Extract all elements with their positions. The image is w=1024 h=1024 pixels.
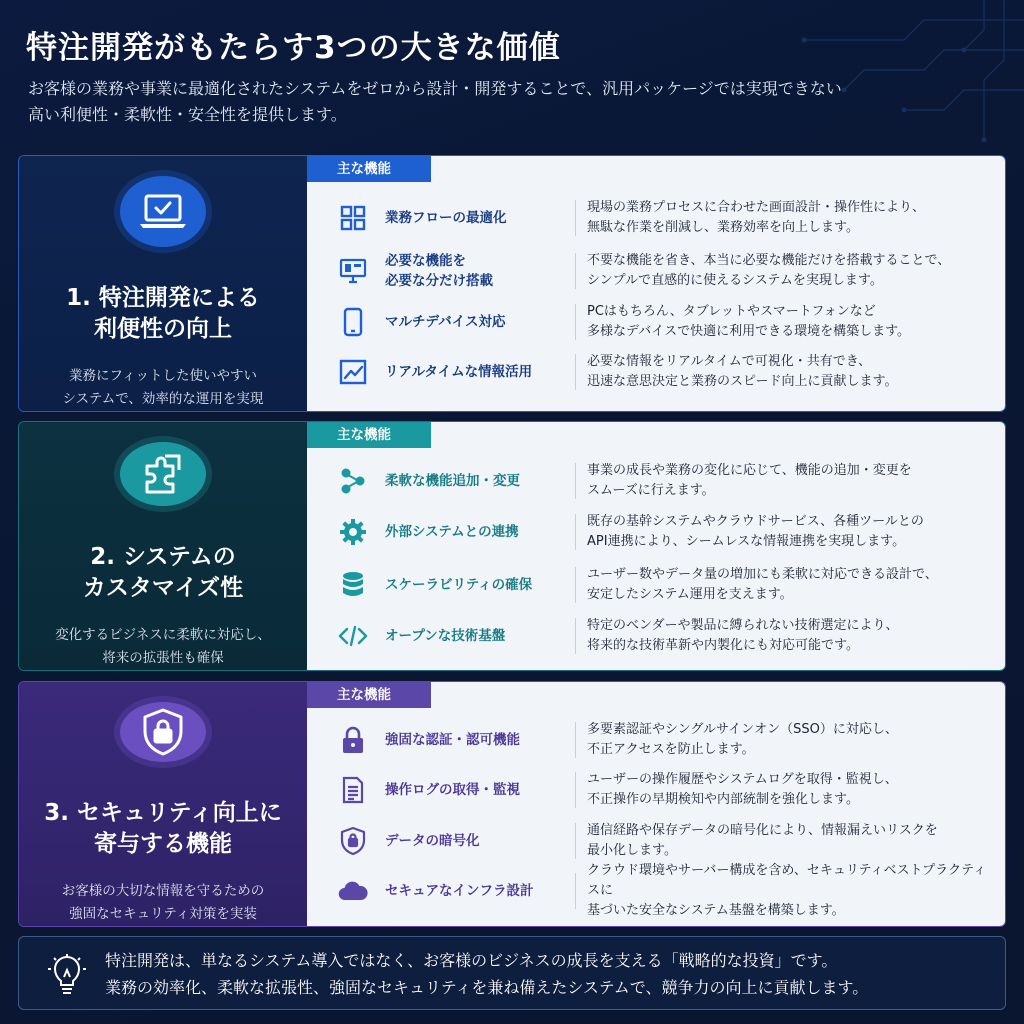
feature-name: リアルタイムな情報活用 — [385, 364, 533, 380]
lock-icon — [337, 724, 369, 756]
feature-item — [307, 865, 1005, 917]
feature-name: 柔軟な機能追加・変更 — [385, 473, 520, 489]
section-title: 1. 特注開発による 利便性の向上 — [66, 285, 260, 342]
footer-text: 特注開発は、単なるシステム導入ではなく、お客様のビジネスの成長を支える「戦略的な投資」です。 業務の効率化、柔軟な拡張性、強固なセキュリティを兼ね備えたシステムで、競争力の向上に貢献します。 — [105, 951, 869, 997]
features-panel — [307, 422, 1005, 670]
gear-icon — [337, 516, 369, 548]
feature-item — [307, 714, 1005, 766]
divider — [575, 200, 576, 236]
database-icon — [337, 569, 369, 601]
feature-item — [307, 815, 1005, 867]
section-summary — [19, 682, 307, 926]
feature-description: 事業の成長や業務の変化に応じて、機能の追加・変更を スムーズに行えます。 — [587, 463, 912, 498]
section-description: 業務にフィットした使いやすい システムで、効率的な運用を実現 — [62, 368, 264, 407]
divider — [575, 722, 576, 758]
feature-item — [307, 296, 1005, 348]
value-section-security — [18, 681, 1006, 927]
feature-item — [307, 610, 1005, 662]
code-icon — [337, 620, 369, 652]
features-panel — [307, 682, 1005, 926]
features-panel — [307, 156, 1005, 411]
feature-description: 通信経路や保存データの暗号化により、情報漏えいリスクを 最小化します。 — [587, 823, 938, 858]
shield-lock-icon — [120, 702, 206, 762]
feature-description: ユーザー数やデータ量の増加にも柔軟に対応できる設計で、 安定したシステム運用を支えます。 — [587, 567, 938, 602]
divider — [575, 514, 576, 550]
feature-description: 特定のベンダーや製品に縛られない技術選定により、 将来的な技術革新や内製化にも対応可能です。 — [587, 618, 899, 653]
puzzle-icon — [120, 442, 206, 506]
feature-item — [307, 245, 1005, 297]
features-tag: 主な機能 — [307, 422, 431, 448]
feature-name: 必要な機能を 必要な分だけ搭載 — [385, 253, 493, 289]
value-section-convenience — [18, 155, 1006, 412]
page-title: 特注開発がもたらす3つの大きな価値 — [26, 30, 561, 66]
feature-name: オープンな技術基盤 — [385, 628, 506, 644]
feature-name: 業務フローの最適化 — [385, 210, 507, 226]
feature-name: 外部システムとの連携 — [385, 524, 519, 540]
feature-description: 既存の基幹システムやクラウドサービス、各種ツールとの API連携により、シームレスな情報連携を実現します。 — [587, 514, 924, 549]
divider — [575, 253, 576, 289]
section-summary — [19, 156, 307, 411]
divider — [575, 354, 576, 390]
page-subtitle: お客様の業務や事業に最適化されたシステムをゼロから設計・開発することで、汎用パッケージでは実現できない 高い利便性・柔軟性・安全性を提供します。 — [28, 79, 842, 124]
divider — [575, 823, 576, 859]
line-chart-icon — [337, 356, 369, 388]
divider — [575, 772, 576, 808]
features-tag: 主な機能 — [307, 682, 431, 708]
divider — [575, 463, 576, 499]
cloud-icon — [337, 875, 369, 907]
feature-description: PCはもちろん、タブレットやスマートフォンなど 多様なデバイスで快適に利用できる環境を構築します。 — [587, 304, 911, 339]
divider — [575, 567, 576, 603]
feature-description: 不要な機能を省き、本当に必要な機能だけを搭載することで、 シンプルで直感的に使えるシステムを実現します。 — [587, 253, 951, 288]
smartphone-icon — [337, 306, 369, 338]
feature-name: データの暗号化 — [385, 833, 480, 849]
feature-name: 操作ログの取得・監視 — [385, 782, 520, 798]
shield-icon — [337, 825, 369, 857]
section-title: 3. セキュリティ向上に 寄与する機能 — [44, 800, 282, 857]
feature-description: 多要素認証やシングルサインオン（SSO）に対応し、 不正アクセスを防止します。 — [587, 722, 898, 757]
document-icon — [337, 774, 369, 806]
feature-item — [307, 506, 1005, 558]
feature-item — [307, 764, 1005, 816]
feature-item — [307, 559, 1005, 611]
feature-description: クラウド環境やサーバー構成を含め、セキュリティベストプラクティスに 基づいた安全なシステム基盤を構築します。 — [587, 863, 987, 918]
feature-name: 強固な認証・認可機能 — [385, 732, 520, 748]
section-description: お客様の大切な情報を守るための 強固なセキュリティ対策を実装 — [61, 883, 265, 922]
feature-description: 現場の業務プロセスに合わせた画面設計・操作性により、 無駄な作業を削減し、業務効率を向上します。 — [587, 200, 926, 235]
divider — [575, 618, 576, 654]
section-summary — [19, 422, 307, 670]
lightbulb-icon — [47, 953, 87, 997]
summary-footer — [18, 936, 1006, 1010]
section-title: 2. システムの カスタマイズ性 — [82, 544, 244, 601]
feature-item — [307, 455, 1005, 507]
divider — [575, 873, 576, 909]
feature-item — [307, 192, 1005, 244]
share-nodes-icon — [337, 465, 369, 497]
section-description: 変化するビジネスに柔軟に対応し、 将来の拡張性も確保 — [55, 627, 271, 666]
feature-name: セキュアなインフラ設計 — [385, 883, 534, 899]
monitor-icon — [337, 255, 369, 287]
feature-name: マルチデバイス対応 — [385, 314, 506, 330]
feature-description: ユーザーの操作履歴やシステムログを取得・監視し、 不正操作の早期検知や内部統制を強化します。 — [587, 772, 898, 807]
divider — [575, 304, 576, 340]
feature-item — [307, 346, 1005, 398]
laptop-check-icon — [120, 176, 206, 247]
grid-icon — [337, 202, 369, 234]
value-section-customizability — [18, 421, 1006, 671]
features-tag: 主な機能 — [307, 156, 431, 182]
feature-name: スケーラビリティの確保 — [385, 577, 533, 593]
feature-description: 必要な情報をリアルタイムで可視化・共有でき、 迅速な意思決定と業務のスピード向上に貢献します。 — [587, 354, 898, 389]
